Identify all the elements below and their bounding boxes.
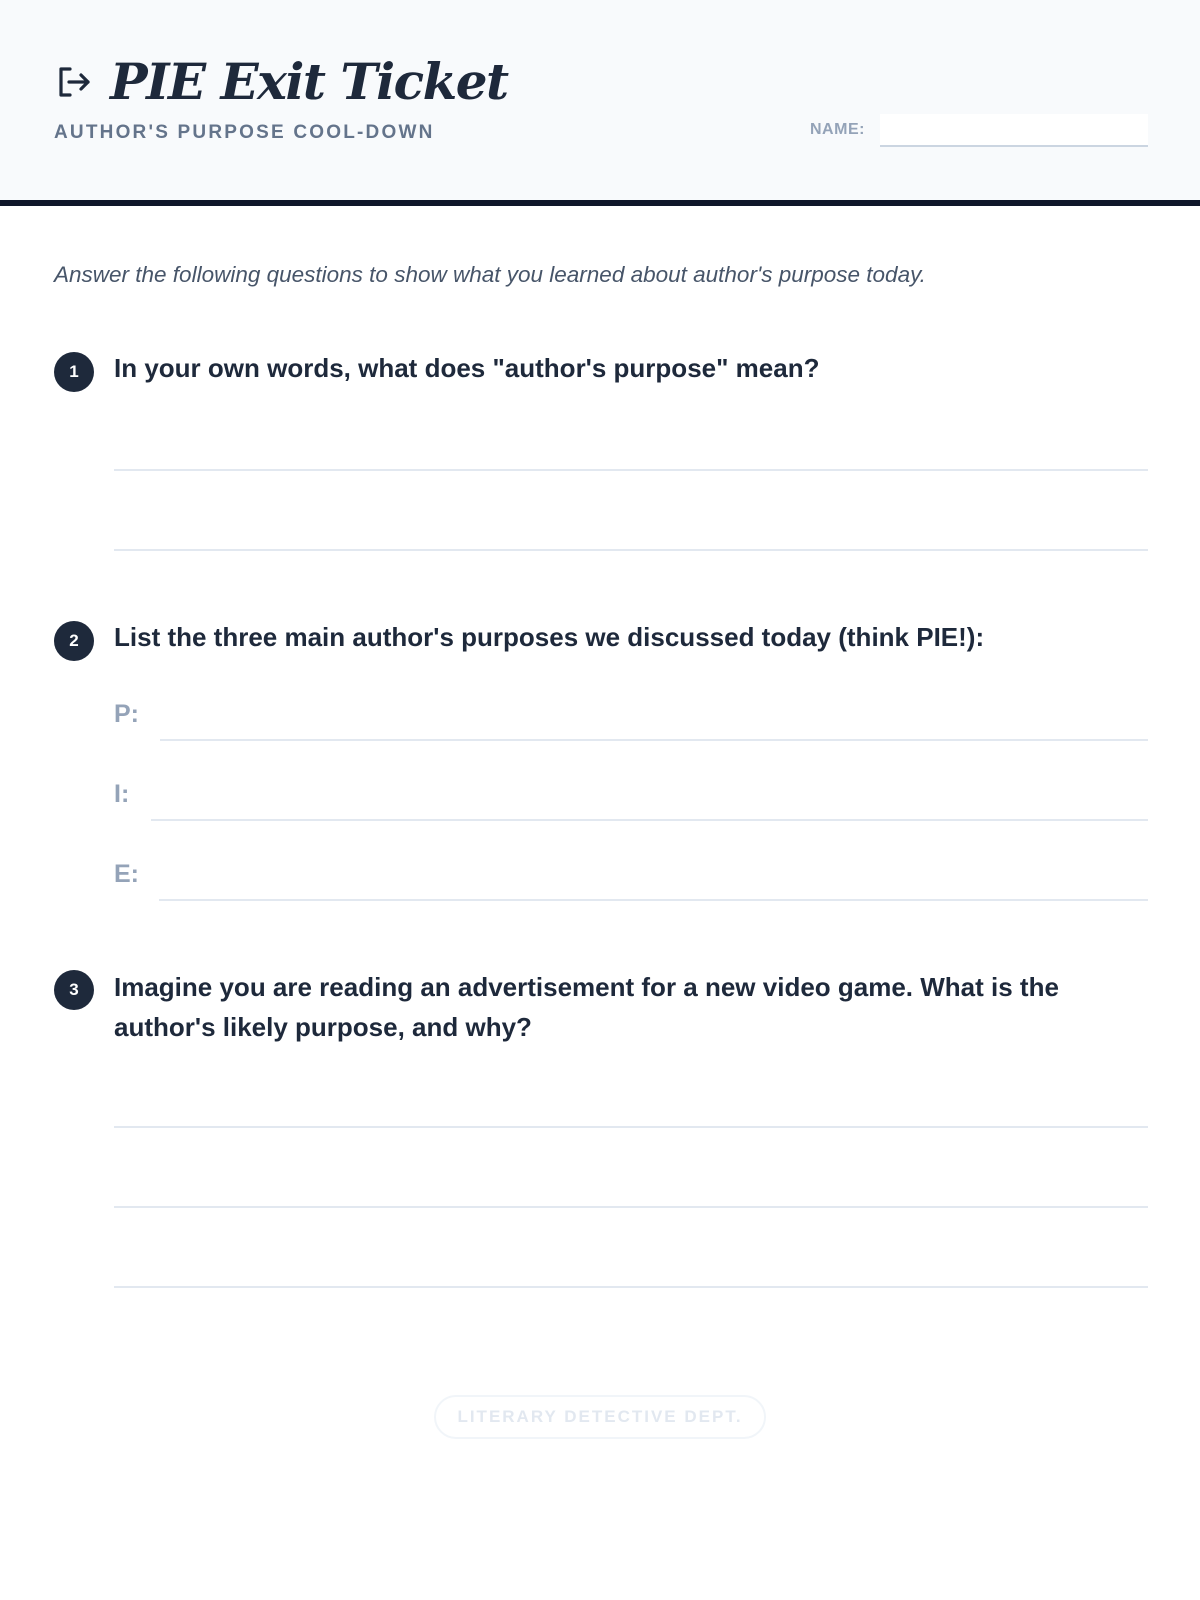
question-3-answer-line-3[interactable] bbox=[114, 1286, 1148, 1288]
pie-letter-e: E: bbox=[114, 860, 139, 888]
exit-icon bbox=[54, 62, 94, 102]
title-row bbox=[54, 52, 508, 112]
question-1-answer-line-1[interactable] bbox=[114, 469, 1148, 471]
header bbox=[0, 0, 1200, 206]
question-2-text: List the three main author's purposes we discussed today (think PIE!): bbox=[114, 622, 985, 652]
pie-letter-p: P: bbox=[114, 700, 139, 728]
page-subtitle: AUTHOR'S PURPOSE COOL-DOWN bbox=[54, 122, 435, 143]
name-field[interactable] bbox=[880, 114, 1148, 147]
question-2-number: 2 bbox=[54, 621, 94, 661]
question-1-number: 1 bbox=[54, 352, 94, 392]
question-3-answer-line-2[interactable] bbox=[114, 1206, 1148, 1208]
name-label: NAME: bbox=[810, 121, 865, 138]
pie-answer-line-i[interactable] bbox=[151, 819, 1148, 821]
question-3-answer-line-1[interactable] bbox=[114, 1126, 1148, 1128]
question-1-answer-line-2[interactable] bbox=[114, 549, 1148, 551]
question-3-text: Imagine you are reading an advertisement for a new video game. What is the author's likely purpose, and why? bbox=[114, 972, 1059, 1042]
question-1-text: In your own words, what does "author's purpose" mean? bbox=[114, 353, 820, 383]
question-3-number: 3 bbox=[54, 970, 94, 1010]
pie-letter-i: I: bbox=[114, 780, 130, 808]
instructions: Answer the following questions to show what you learned about author's purpose today. bbox=[54, 262, 926, 287]
page-title: PIE Exit Ticket bbox=[110, 52, 508, 111]
pie-answer-line-p[interactable] bbox=[160, 739, 1148, 741]
pie-answer-line-e[interactable] bbox=[159, 899, 1148, 901]
footer-badge: LITERARY DETECTIVE DEPT. bbox=[434, 1395, 766, 1439]
